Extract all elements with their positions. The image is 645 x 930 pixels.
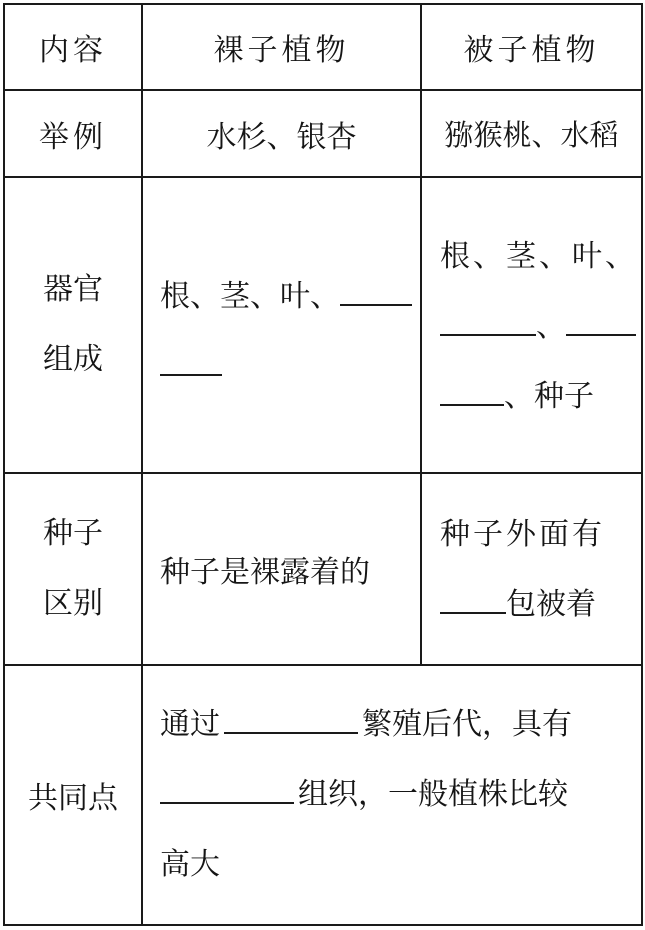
example-gymnosperm: 水杉、银杏 (206, 119, 357, 155)
common-text (160, 690, 638, 900)
organ-angio-sep: 、 (536, 309, 566, 344)
seed-label-line2: 区别 (43, 586, 103, 621)
common-line2-suffix: 组织，一般植株比较 (298, 777, 568, 812)
seed-angiosperm (440, 500, 638, 640)
organ-label (5, 178, 141, 472)
header-gymnosperm: 裸子植物 (213, 33, 350, 68)
answer-blank[interactable] (440, 584, 506, 614)
organ-angiosperm (440, 222, 638, 432)
example-angiosperm: 猕猴桃、水稻 (444, 118, 619, 152)
seed-label-line1: 种子 (43, 516, 103, 551)
example-label: 举例 (39, 119, 107, 155)
organ-angio-suffix: 、种子 (504, 379, 594, 414)
common-label: 共同点 (28, 781, 118, 816)
table-border-bottom (3, 924, 643, 926)
answer-blank[interactable] (160, 346, 222, 376)
answer-blank[interactable] (440, 306, 536, 336)
answer-blank[interactable] (440, 376, 504, 406)
answer-blank[interactable] (224, 704, 358, 734)
seed-angio-suffix: 包被着 (506, 587, 596, 622)
common-prefix: 通过 (160, 707, 220, 742)
organ-gymnosperm (160, 262, 415, 402)
organ-label-line1: 器官 (43, 272, 103, 307)
seed-label (5, 474, 141, 664)
organ-label-line2: 组成 (43, 342, 103, 377)
answer-blank[interactable] (340, 276, 412, 306)
header-angiosperm: 被子植物 (463, 33, 600, 68)
seed-angio-line1: 种子外面有 (440, 517, 605, 552)
organ-gymno-prefix: 根、茎、叶、 (160, 279, 340, 314)
organ-angio-line1: 根、茎、叶、 (440, 239, 638, 274)
header-content: 内容 (39, 33, 107, 68)
seed-gymnosperm: 种子是裸露着的 (160, 555, 370, 590)
answer-blank[interactable] (566, 306, 636, 336)
answer-blank[interactable] (160, 774, 294, 804)
common-line3: 高大 (160, 847, 220, 882)
table-border-right (641, 3, 643, 926)
common-line1-suffix: 繁殖后代，具有 (362, 707, 572, 742)
